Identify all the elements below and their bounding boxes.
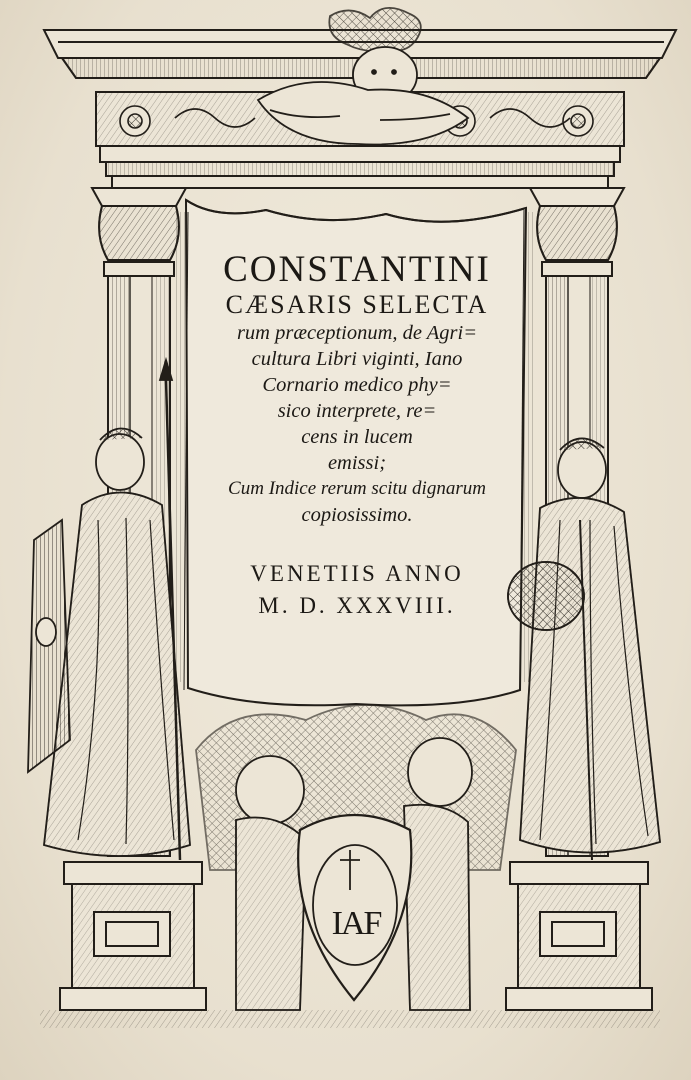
title-line-9: Cum Indice rerum scitu dignarum [228, 478, 486, 499]
title-line-5: Cornario medico phy= [262, 374, 452, 396]
title-text-block [194, 250, 520, 622]
right-pedestal [506, 862, 652, 1010]
title-line-4: cultura Libri viginti, Iano [251, 348, 463, 370]
putti-with-printer-shield [196, 705, 516, 1010]
imprint-place: VENETIIS ANNO [250, 561, 464, 586]
imprint-date: M. D. XXXVIII. [258, 593, 456, 618]
printer-device-monogram: IAF [331, 905, 381, 942]
title-line-1: CONSTANTINI [223, 249, 491, 290]
title-line-7: cens in lucem [301, 426, 413, 448]
left-pedestal [60, 862, 206, 1010]
title-line-2: CÆSARIS SELECTA [225, 290, 489, 319]
title-line-10: copiosissimo. [301, 504, 413, 526]
title-line-3: rum præceptionum, de Agri= [236, 322, 478, 344]
title-line-8: emissi; [327, 452, 387, 474]
ground-shading [40, 1010, 660, 1028]
title-line-6: sico interprete, re= [277, 400, 437, 422]
